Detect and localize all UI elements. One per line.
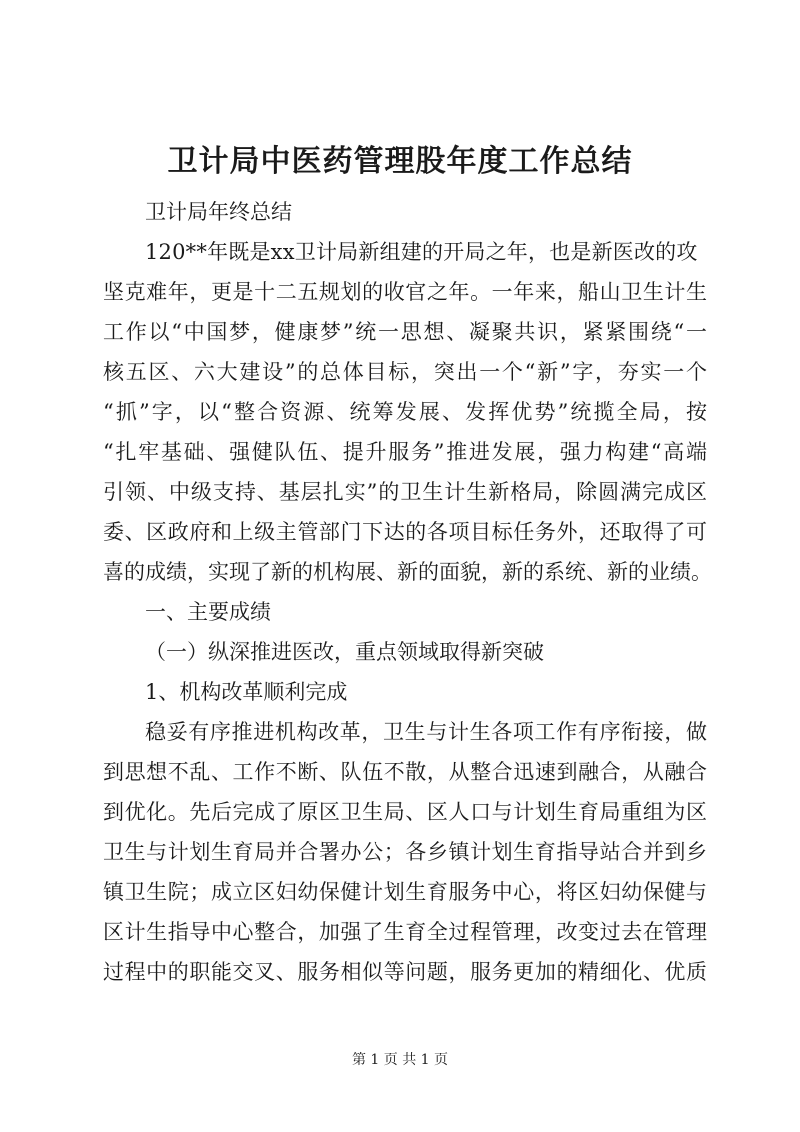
paragraph-line: “扎牢基础、强健队伍、提升服务”推进发展，强力构建“高端	[103, 440, 707, 464]
page-footer: 第 1 页 共 1 页	[351, 1052, 449, 1068]
paragraph-line: 镇卫生院；成立区妇幼保健计划生育服务中心，将区妇幼保健与	[103, 880, 707, 904]
document-body	[103, 192, 712, 992]
section-heading: 一、主要成绩	[145, 600, 271, 624]
paragraph-line: 卫生与计划生育局并合署办公；各乡镇计划生育指导站合并到乡	[103, 840, 707, 864]
paragraph-line: 过程中的职能交叉、服务相似等问题，服务更加的精细化、优质	[103, 960, 707, 984]
paragraph-line: 区计生指导中心整合，加强了生育全过程管理，改变过去在管理	[103, 920, 707, 944]
paragraph-line: 工作以“中国梦，健康梦”统一思想、凝聚共识，紧紧围绕“一	[103, 320, 707, 344]
paragraph-line: 到优化。先后完成了原区卫生局、区人口与计划生育局重组为区	[103, 800, 707, 824]
paragraph-line: 喜的成绩，实现了新的机构展、新的面貌，新的系统、新的业绩。	[103, 560, 712, 584]
document-subtitle: 卫计局年终总结	[145, 200, 292, 224]
paragraph-line: 核五区、六大建设”的总体目标，突出一个“新”字，夯实一个	[103, 360, 707, 384]
paragraph-2	[103, 712, 707, 992]
paragraph-line: 到思想不乱、工作不断、队伍不散，从整合迅速到融合，从融合	[103, 760, 707, 784]
paragraph-1	[103, 232, 712, 592]
paragraph-line: 委、区政府和上级主管部门下达的各项目标任务外，还取得了可	[103, 520, 707, 544]
subsection-heading: （一）纵深推进医改，重点领域取得新突破	[145, 640, 544, 664]
paragraph-line: 120**年既是xx卫计局新组建的开局之年，也是新医改的攻	[145, 240, 698, 264]
paragraph-line: 坚克难年，更是十二五规划的收官之年。一年来，船山卫生计生	[103, 280, 707, 304]
paragraph-line: 引领、中级支持、基层扎实”的卫生计生新格局，除圆满完成区	[103, 480, 707, 504]
item-heading: 1、机构改革顺利完成	[145, 680, 348, 704]
paragraph-line: 稳妥有序推进机构改革，卫生与计生各项工作有序衔接，做	[145, 720, 707, 744]
document-title: 卫计局中医药管理股年度工作总结	[167, 144, 633, 179]
paragraph-line: “抓”字，以“整合资源、统筹发展、发挥优势”统揽全局，按	[103, 400, 707, 424]
